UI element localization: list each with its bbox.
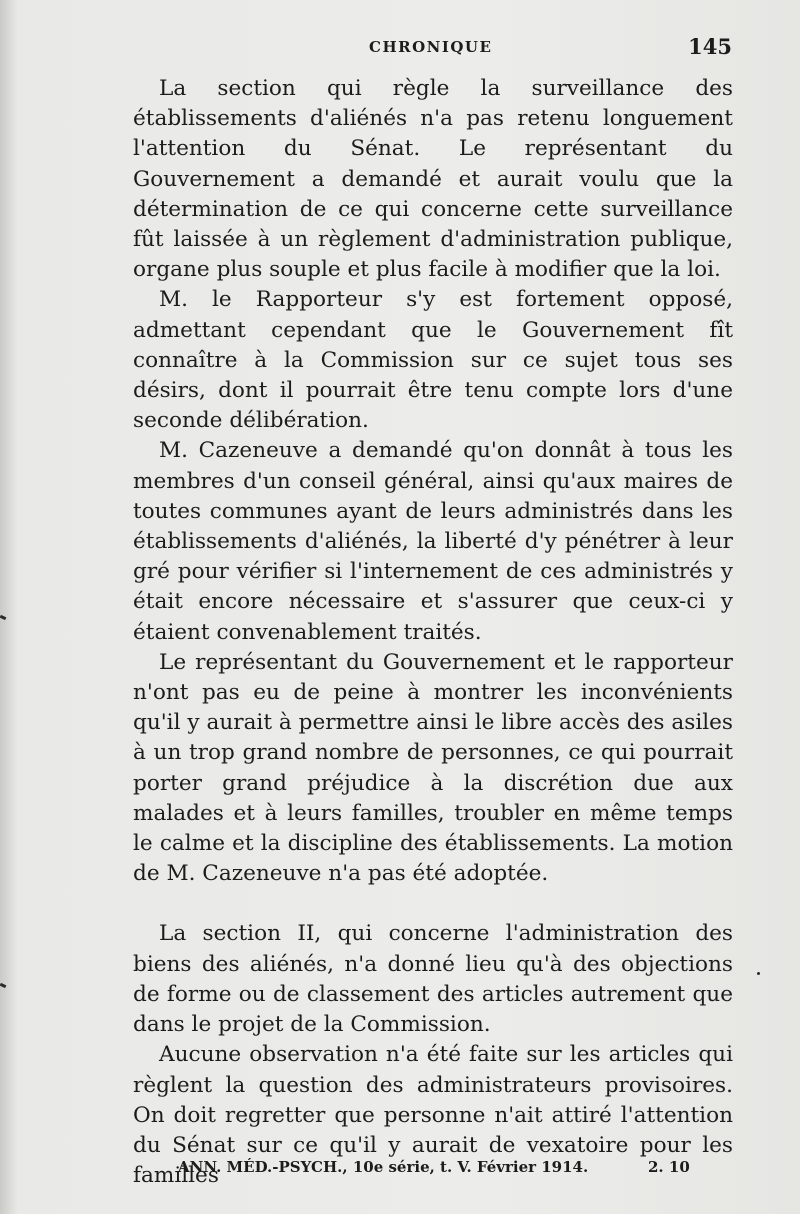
paragraph-cazeneuve: M. Cazeneuve a demandé qu'on donnât à tous les membres d'un conseil général, ainsi qu'aux maires de toutes communes ayant de leurs administrés dans les établissements d'aliénés, la liberté d'y pénétrer à leur gré pour vérifier si l'internement de ces administrés y était encore nécessaire et s'assurer que ceux-ci y étaient convenablement traités.: [133, 438, 733, 645]
paragraph-section-ii: La section II, qui concerne l'administration des biens des aliénés, n'a donné lieu qu'à des objections de forme ou de classement des articles autrement que dans le projet de la Commission.: [133, 921, 733, 1038]
page-footer: [178, 1158, 718, 1182]
margin-mark: [0, 983, 6, 988]
paragraph-gouvernement: Le représentant du Gouvernement et le rapporteur n'ont pas eu de peine à montrer les inconvénients qu'il y aurait à permettre ainsi le libre accès des asiles à un trop grand nombre de personnes, ce qui pourrait porter grand préjudice à la discrétion due aux malades et à leurs familles, troubler en même temps le calme et la discipline des établissements. La motion de M. Cazeneuve n'a pas été adoptée.: [133, 649, 733, 887]
margin-mark: [0, 615, 6, 620]
margin-dot: [757, 972, 760, 975]
paragraph-surveillance: La section qui règle la surveillance des établissements d'aliénés n'a pas retenu longuement l'attention du Sénat. Le représentant du Gouvernement a demandé et aurait voulu que la détermination de ce qui concerne cette surveillance fût laissée à un règlement d'administration publique, organe plus souple et plus facile à modifier que la loi.: [133, 76, 733, 283]
signature-mark: 2. 10: [648, 1158, 690, 1176]
running-title: CHRONIQUE: [369, 38, 493, 56]
body-text: [133, 74, 733, 1191]
paragraph-rapporteur: M. le Rapporteur s'y est fortement opposé, admettant cependant que le Gouvernement fît connaître à la Commission sur ce sujet tous ses désirs, dont il pourrait être tenu compte lors d'une seconde délibération.: [133, 287, 733, 434]
paragraph-administrateurs: Aucune observation n'a été faite sur les articles qui règlent la question des administrateurs provisoires. On doit regretter que personne n'ait attiré l'attention du Sénat sur ce qu'il y aurait de vexatoire pour les familles: [133, 1042, 733, 1189]
page-header: [133, 34, 732, 64]
page-number: 145: [688, 34, 732, 59]
footer-citation: ANN. MÉD.-PSYCH., 10e série, t. V. Février 1914.: [178, 1158, 589, 1176]
